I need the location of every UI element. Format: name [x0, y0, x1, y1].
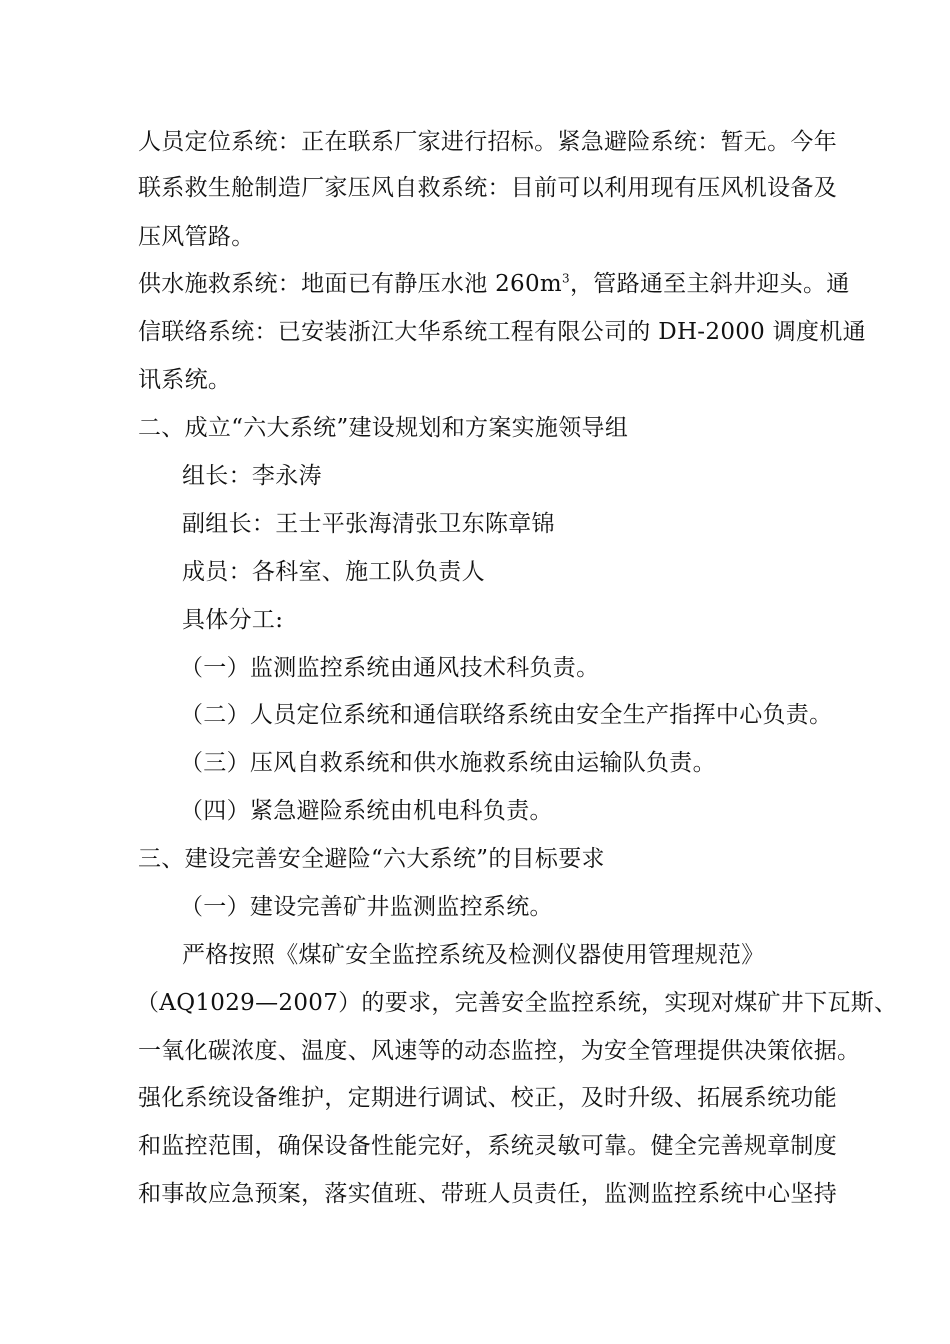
division-item: （三）压风自救系统和供水施救系统由运输队负责。 [180, 750, 716, 776]
division-title: 具体分工: [182, 607, 284, 633]
text-segment: 供水施救系统：地面已有静压水池 260m [138, 271, 563, 297]
paragraph-line [0, 269, 950, 299]
members-line: 成员：各科室、施工队负责人 [182, 559, 485, 585]
division-item: （二）人员定位系统和通信联络系统由安全生产指挥中心负责。 [180, 702, 833, 728]
text-segment: ，管路通至主斜井迎头。通 [569, 271, 850, 297]
section-heading: 三、建设完善安全避险“六大系统”的目标要求 [138, 846, 605, 872]
paragraph-line: 严格按照《煤矿安全监控系统及检测仪器使用管理规范》 [182, 942, 765, 968]
paragraph-line: 和监控范围，确保设备性能完好，系统灵敏可靠。健全完善规章制度 [138, 1133, 837, 1159]
division-item: （一）监测监控系统由通风技术科负责。 [180, 655, 600, 681]
section-heading: 二、成立“六大系统”建设规划和方案实施领导组 [138, 415, 629, 441]
paragraph-line: 压风管路。 [138, 224, 255, 250]
paragraph-line: 讯系统。 [138, 367, 232, 393]
paragraph-line: 和事故应急预案，落实值班、带班人员责任，监测监控系统中心坚持 [138, 1181, 837, 1207]
paragraph-line: 强化系统设备维护，定期进行调试、校正，及时升级、拓展系统功能 [138, 1085, 837, 1111]
deputy-line: 副组长：王士平张海清张卫东陈章锦 [182, 511, 555, 537]
subsection-heading: （一）建设完善矿井监测监控系统。 [180, 894, 553, 920]
paragraph-line: （AQ1029—2007）的要求，完善安全监控系统，实现对煤矿井下瓦斯、 [136, 990, 898, 1016]
superscript: 3 [562, 271, 570, 286]
paragraph-line: 联系救生舱制造厂家压风自救系统：目前可以利用现有压风机设备及 [138, 175, 837, 201]
paragraph-line: 信联络系统：已安装浙江大华系统工程有限公司的 DH-2000 调度机通 [138, 319, 866, 345]
division-item: （四）紧急避险系统由机电科负责。 [180, 798, 553, 824]
paragraph-line: 一氧化碳浓度、温度、风速等的动态监控，为安全管理提供决策依据。 [138, 1038, 861, 1064]
paragraph-line: 人员定位系统：正在联系厂家进行招标。紧急避险系统：暂无。今年 [138, 129, 837, 155]
leader-line: 组长：李永涛 [182, 463, 322, 489]
